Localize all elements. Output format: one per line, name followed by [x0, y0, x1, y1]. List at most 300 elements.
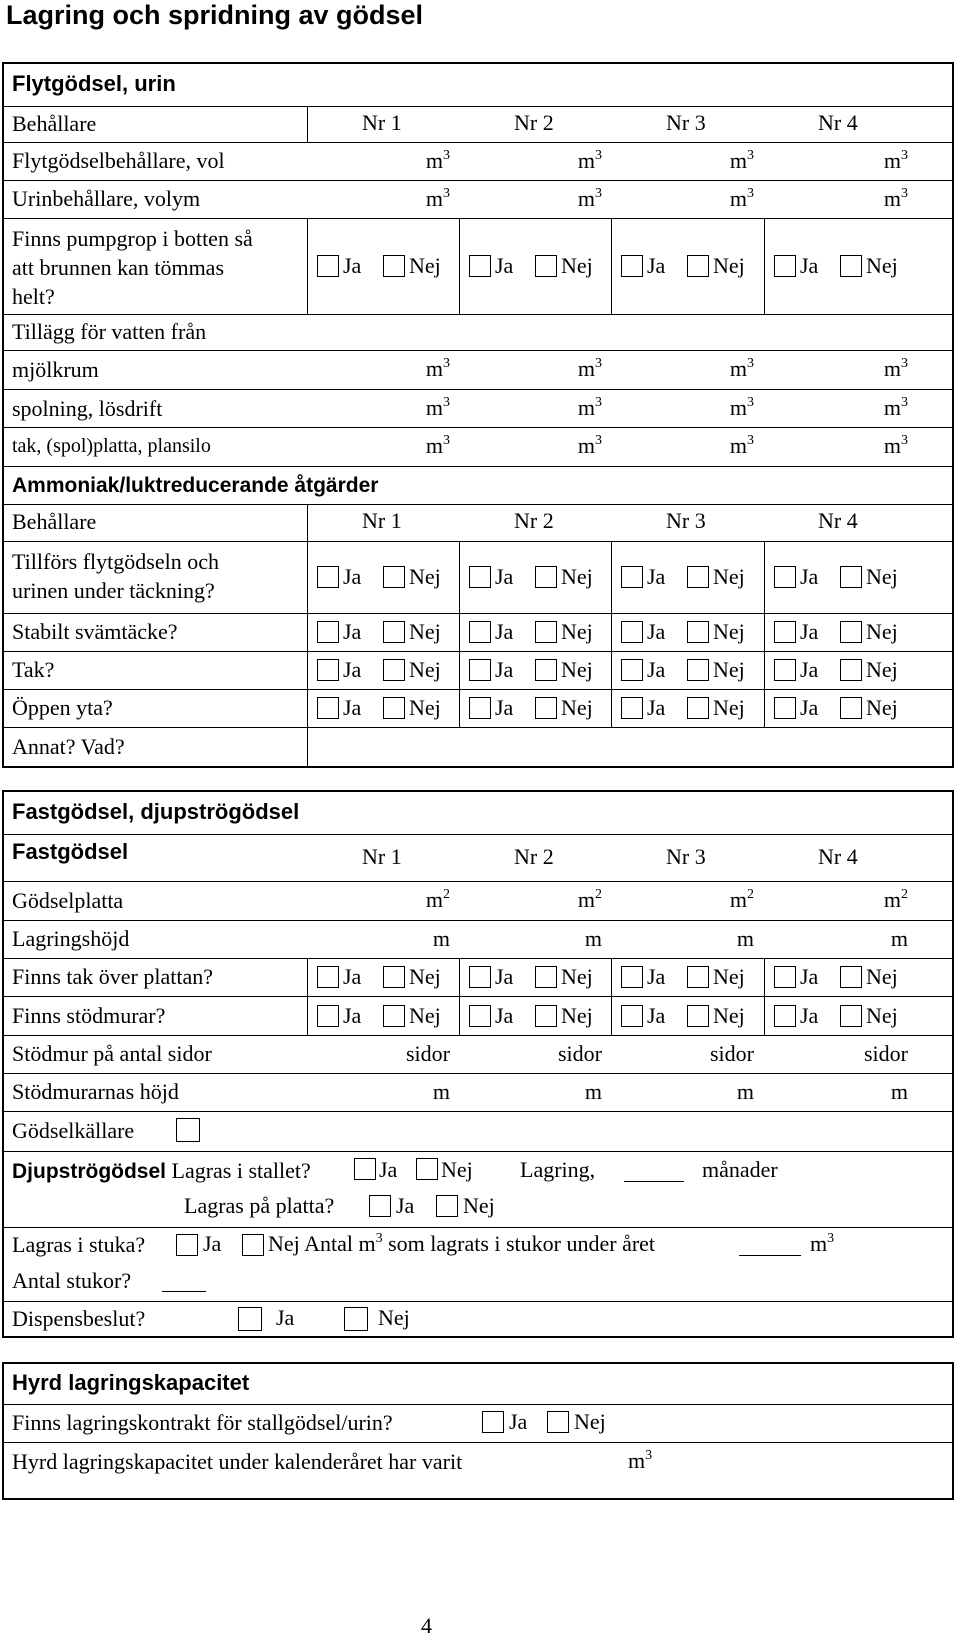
ja-checkbox-2[interactable]: [469, 1005, 491, 1027]
page-title: Lagring och spridning av gödsel: [6, 0, 424, 30]
nej-checkbox-1[interactable]: [383, 566, 405, 588]
unit-m3-1: [426, 395, 450, 421]
unit-m2-1: [426, 887, 450, 913]
pa-platta-nej-checkbox[interactable]: [436, 1195, 458, 1217]
hyrd-section: [2, 1362, 954, 1500]
kontrakt-row: [4, 1404, 952, 1443]
nej-checkbox-3[interactable]: [687, 1005, 709, 1027]
pa-platta-ja-checkbox[interactable]: [369, 1195, 391, 1217]
tak-platta-row: [4, 427, 952, 467]
unit-m3-3: [730, 148, 754, 174]
antal-m3-unit: $m^3$: [810, 1231, 835, 1256]
nej-text-1: Nej: [409, 695, 441, 720]
kontrakt-label: Finns lagringskontrakt för stallgödsel/urin?: [12, 1410, 393, 1435]
nej-text-4: Nej: [866, 564, 898, 589]
godselplatta-label: Gödselplatta: [12, 888, 124, 913]
unit-text: m: [736, 1079, 754, 1104]
unit-exponent: 3: [443, 356, 450, 371]
ja-text-3: Ja: [647, 657, 666, 682]
unit-m3-2: [578, 186, 602, 212]
unit-sidor-1: [406, 1041, 450, 1067]
djupstro-line-1: [12, 1157, 311, 1186]
nr-header-2: Nr 2: [514, 844, 554, 869]
column-divider: [307, 218, 308, 314]
pumpgrop-label: Finns pumpgrop i botten så att brunnen kan tömmas helt?: [12, 226, 253, 309]
stuka-label: Lagras i stuka?: [12, 1232, 146, 1257]
nej-text-3: Nej: [713, 695, 745, 720]
unit-m3-3: [730, 356, 754, 382]
unit-exponent: 3: [595, 148, 602, 163]
nej-checkbox-4[interactable]: [840, 566, 862, 588]
unit-exponent: 3: [901, 148, 908, 163]
behallare-label-2: Behållare: [12, 509, 97, 534]
nej-text-3: Nej: [713, 1003, 745, 1028]
nej-text-2: Nej: [561, 964, 593, 989]
annat-label: Annat? Vad?: [12, 734, 125, 759]
fast-header-row: [4, 834, 952, 882]
unit-exponent: 3: [595, 356, 602, 371]
nej-checkbox-1[interactable]: [383, 966, 405, 988]
ja-text-1: Ja: [343, 657, 362, 682]
column-divider: [611, 218, 612, 314]
kapacitet-unit: $m^3$: [628, 1448, 653, 1473]
unit-text: m: [577, 887, 595, 912]
nej-checkbox-2[interactable]: [535, 255, 557, 277]
nej-checkbox-1[interactable]: [383, 255, 405, 277]
unit-m2-2: [578, 887, 602, 913]
ja-checkbox-3[interactable]: [621, 697, 643, 719]
ja-text-3: Ja: [647, 564, 666, 589]
column-divider: [611, 996, 612, 1035]
ja-checkbox-3[interactable]: [621, 966, 643, 988]
nej-checkbox-3[interactable]: [687, 566, 709, 588]
ja-checkbox-4[interactable]: [774, 566, 796, 588]
column-divider: [764, 651, 765, 689]
ja-checkbox-2[interactable]: [469, 621, 491, 643]
ammoniak-title: Ammoniak/luktreducerande åtgärder: [12, 474, 379, 497]
unit-m-1: [433, 1079, 450, 1105]
ja-checkbox-4[interactable]: [774, 966, 796, 988]
dispens-row: [4, 1301, 952, 1336]
nej-text-4: Nej: [866, 657, 898, 682]
unit-exponent: 3: [901, 356, 908, 371]
unit-text: m: [883, 395, 901, 420]
ja-text-3: Ja: [647, 964, 666, 989]
column-divider: [611, 958, 612, 996]
unit-exponent: 3: [747, 395, 754, 410]
hyrd-title-row: [4, 1364, 952, 1405]
unit-text: m: [432, 926, 450, 951]
nej-checkbox-2[interactable]: [535, 566, 557, 588]
nej-checkbox-1[interactable]: [383, 697, 405, 719]
nej-text-4: Nej: [866, 695, 898, 720]
ja-text-2: Ja: [495, 253, 514, 278]
unit-text: m: [425, 887, 443, 912]
unit-exponent: 3: [901, 433, 908, 448]
nej-text-1: Nej: [409, 657, 441, 682]
manader-label: månader: [702, 1157, 778, 1182]
column-divider: [459, 996, 460, 1035]
unit-exponent: 3: [443, 395, 450, 410]
unit-text: sidor: [710, 1041, 754, 1066]
unit-m3-4: [884, 395, 908, 421]
unit-text: m: [577, 433, 595, 458]
ja-checkbox-1[interactable]: [317, 1005, 339, 1027]
nej-text-4: Nej: [866, 619, 898, 644]
ja-checkbox-1[interactable]: [317, 697, 339, 719]
ja-text-3: Ja: [647, 695, 666, 720]
unit-exponent: 3: [595, 186, 602, 201]
unit-text: m: [577, 186, 595, 211]
stod-hojd-row: [4, 1073, 952, 1112]
unit-exponent: 3: [443, 433, 450, 448]
column-divider: [459, 689, 460, 727]
godselkallare-label: Gödselkällare: [12, 1118, 135, 1143]
ja-text-2: Ja: [495, 695, 514, 720]
pa-platta-label: Lagras på platta?: [184, 1193, 335, 1218]
annat-row: [4, 727, 952, 766]
column-divider: [459, 958, 460, 996]
nej-text-2: Nej: [561, 695, 593, 720]
column-divider: [764, 958, 765, 996]
kontrakt-ja-text: Ja: [509, 1409, 528, 1434]
nej-checkbox-3[interactable]: [687, 697, 709, 719]
nej-text-3: Nej: [713, 619, 745, 644]
oppen-yta-row: [4, 689, 952, 728]
ja-checkbox-4[interactable]: [774, 621, 796, 643]
ja-text-3: Ja: [647, 619, 666, 644]
unit-text: m: [425, 148, 443, 173]
nr-header-4: Nr 4: [818, 110, 858, 135]
unit-text: m: [883, 356, 901, 381]
djupstro-bold: Djupströgödsel: [12, 1160, 167, 1183]
column-divider: [764, 689, 765, 727]
unit-m3-4: [884, 356, 908, 382]
unit-exponent: 3: [443, 186, 450, 201]
ja-checkbox-3[interactable]: [621, 621, 643, 643]
unit-text: m: [425, 356, 443, 381]
unit-exponent: 3: [443, 148, 450, 163]
unit-m-2: [585, 926, 602, 952]
unit-m3-3: [730, 186, 754, 212]
column-divider: [307, 689, 308, 727]
nej-text-4: Nej: [866, 964, 898, 989]
oppen-yta-label: Öppen yta?: [12, 695, 113, 720]
ja-checkbox-1[interactable]: [317, 966, 339, 988]
unit-text: m: [584, 1079, 602, 1104]
nej-checkbox-2[interactable]: [535, 697, 557, 719]
ja-text-4: Ja: [800, 695, 819, 720]
unit-text: m: [890, 926, 908, 951]
stodmurar-label: Finns stödmurar?: [12, 1003, 166, 1028]
unit-text: m: [425, 186, 443, 211]
column-divider: [764, 218, 765, 314]
kapacitet-label: Hyrd lagringskapacitet under kalenderåret har varit: [12, 1449, 463, 1474]
ja-checkbox-2[interactable]: [469, 255, 491, 277]
column-divider: [459, 613, 460, 651]
unit-exponent: 3: [747, 356, 754, 371]
stuka-ja-text: Ja: [203, 1231, 222, 1256]
column-divider: [459, 651, 460, 689]
i-stallet-nej-checkbox[interactable]: [416, 1158, 438, 1180]
unit-text: m: [729, 433, 747, 458]
nej-text-1: Nej: [409, 253, 441, 278]
tillagg-label: Tillägg för vatten från: [12, 319, 207, 344]
nej-text-2: Nej: [561, 564, 593, 589]
unit-sidor-4: [864, 1041, 908, 1067]
nr-header-1: Nr 1: [362, 844, 402, 869]
ja-text-4: Ja: [800, 1003, 819, 1028]
nr-header-2: Nr 2: [514, 110, 554, 135]
nej-checkbox-4[interactable]: [840, 697, 862, 719]
fast-tak-row: [4, 958, 952, 997]
unit-text: m: [883, 887, 901, 912]
dispens-ja-checkbox[interactable]: [238, 1307, 262, 1331]
column-divider: [764, 996, 765, 1035]
ja-checkbox-1[interactable]: [317, 621, 339, 643]
kontrakt-nej-text: Nej: [574, 1409, 606, 1434]
lagringshojd-row: [4, 920, 952, 959]
kontrakt-ja-checkbox[interactable]: [482, 1411, 504, 1433]
flyt-vol-label: Flytgödselbehållare, vol: [12, 148, 225, 173]
nej-text-1: Nej: [409, 564, 441, 589]
unit-m3-1: [426, 433, 450, 459]
ja-checkbox-1[interactable]: [317, 659, 339, 681]
unit-m3-4: [884, 186, 908, 212]
unit-text: m: [425, 395, 443, 420]
stodmurar-row: [4, 996, 952, 1036]
ja-text-1: Ja: [343, 695, 362, 720]
flyt-vol-row: [4, 142, 952, 181]
spolning-label: spolning, lösdrift: [12, 396, 163, 421]
svamtacke-label: Stabilt svämtäcke?: [12, 619, 178, 644]
unit-m3-2: [578, 395, 602, 421]
lagring-label: Lagring,: [520, 1157, 596, 1182]
column-divider: [611, 651, 612, 689]
unit-text: m: [577, 356, 595, 381]
unit-text: m: [577, 148, 595, 173]
nej-checkbox-3[interactable]: [687, 255, 709, 277]
column-divider: [611, 613, 612, 651]
i-stallet-ja-checkbox[interactable]: [354, 1158, 376, 1180]
nej-checkbox-4[interactable]: [840, 966, 862, 988]
nej-text-3: Nej: [713, 253, 745, 278]
ja-text-4: Ja: [800, 964, 819, 989]
dispens-nej-text: Nej: [378, 1305, 410, 1330]
ja-text-1: Ja: [343, 619, 362, 644]
ammoniak-title-row: [4, 466, 952, 505]
dispens-ja-text: Ja: [276, 1305, 295, 1330]
column-divider: [459, 541, 460, 613]
ja-checkbox-1[interactable]: [317, 566, 339, 588]
lagring-manader-input[interactable]: [624, 1181, 684, 1182]
nr-header-3: Nr 3: [666, 110, 706, 135]
nej-checkbox-2[interactable]: [535, 1005, 557, 1027]
ja-checkbox-3[interactable]: [621, 659, 643, 681]
nej-checkbox-3[interactable]: [687, 966, 709, 988]
unit-text: m: [425, 433, 443, 458]
nej-text-3: Nej: [713, 564, 745, 589]
unit-m3-1: [426, 356, 450, 382]
nej-checkbox-4[interactable]: [840, 659, 862, 681]
fast-section-title: Fastgödsel, djupströgödsel: [12, 799, 300, 824]
unit-m2-3: [730, 887, 754, 913]
ja-checkbox-2[interactable]: [469, 697, 491, 719]
nej-checkbox-2[interactable]: [535, 659, 557, 681]
godselkallare-row: [4, 1111, 952, 1152]
unit-text: m: [729, 186, 747, 211]
dispens-nej-checkbox[interactable]: [344, 1307, 368, 1331]
ja-text-2: Ja: [495, 657, 514, 682]
antal-stukor-label: Antal stukor?: [12, 1268, 132, 1293]
unit-text: m: [890, 1079, 908, 1104]
ja-checkbox-2[interactable]: [469, 659, 491, 681]
nej-text-2: Nej: [561, 1003, 593, 1028]
fast-tak-label: Finns tak över plattan?: [12, 964, 214, 989]
nej-checkbox-1[interactable]: [383, 659, 405, 681]
column-divider: [611, 689, 612, 727]
ja-checkbox-3[interactable]: [621, 255, 643, 277]
antal-stukor-input[interactable]: [162, 1291, 206, 1292]
nej-checkbox-4[interactable]: [840, 621, 862, 643]
unit-text: m: [432, 1079, 450, 1104]
dispens-label: Dispensbeslut?: [12, 1306, 146, 1331]
ja-checkbox-4[interactable]: [774, 255, 796, 277]
tak-q-label: Tak?: [12, 657, 55, 682]
kapacitet-row: [4, 1442, 952, 1498]
pa-platta-nej-text: Nej: [463, 1193, 495, 1218]
unit-m3-2: [578, 356, 602, 382]
nej-checkbox-1[interactable]: [383, 621, 405, 643]
unit-m3-1: [426, 148, 450, 174]
antal-sidor-row: [4, 1035, 952, 1074]
nej-checkbox-3[interactable]: [687, 659, 709, 681]
unit-text: m: [883, 148, 901, 173]
stod-hojd-label: Stödmurarnas höjd: [12, 1079, 179, 1104]
urin-vol-row: [4, 180, 952, 219]
unit-exponent: 2: [747, 887, 754, 902]
nej-checkbox-1[interactable]: [383, 1005, 405, 1027]
tak-q-row: [4, 651, 952, 690]
ja-checkbox-3[interactable]: [621, 1005, 643, 1027]
spolning-row: [4, 389, 952, 428]
unit-text: m: [883, 433, 901, 458]
ja-text-3: Ja: [647, 1003, 666, 1028]
ja-text-4: Ja: [800, 253, 819, 278]
ja-checkbox-3[interactable]: [621, 566, 643, 588]
unit-exponent: 2: [443, 887, 450, 902]
unit-m3-2: [578, 148, 602, 174]
antal-sidor-label: Stödmur på antal sidor: [12, 1041, 212, 1066]
tillfors-row: [4, 541, 952, 614]
unit-m3-3: [730, 395, 754, 421]
pumpgrop-row: [4, 218, 952, 315]
mjolkrum-row: [4, 350, 952, 390]
fast-sub-title: Fastgödsel: [12, 839, 129, 864]
ja-text-4: Ja: [800, 657, 819, 682]
unit-text: sidor: [558, 1041, 602, 1066]
nej-text-4: Nej: [866, 1003, 898, 1028]
ja-checkbox-2[interactable]: [469, 966, 491, 988]
unit-text: sidor: [864, 1041, 908, 1066]
nej-checkbox-2[interactable]: [535, 621, 557, 643]
i-stallet-nej-text: Nej: [441, 1157, 473, 1182]
column-divider: [764, 541, 765, 613]
nej-checkbox-3[interactable]: [687, 621, 709, 643]
stuka-ja-checkbox[interactable]: [176, 1234, 198, 1256]
unit-text: m: [883, 186, 901, 211]
unit-text: m: [729, 395, 747, 420]
behallare-row: [4, 106, 952, 143]
nr-header-1: Nr 1: [362, 508, 402, 533]
flyt-title-row: [4, 64, 952, 107]
unit-m-4: [891, 1079, 908, 1105]
mjolkrum-label: mjölkrum: [12, 357, 99, 382]
behallare-label: Behållare: [12, 111, 97, 136]
pa-platta-ja-text: Ja: [396, 1193, 415, 1218]
flyt-section-title: Flytgödsel, urin: [12, 71, 176, 96]
unit-m-3: [737, 1079, 754, 1105]
unit-sidor-2: [558, 1041, 602, 1067]
ja-text-2: Ja: [495, 964, 514, 989]
svamtacke-row: [4, 613, 952, 652]
antal-m3-input[interactable]: [739, 1255, 801, 1256]
ja-text-2: Ja: [495, 619, 514, 644]
unit-text: m: [577, 395, 595, 420]
nej-checkbox-4[interactable]: [840, 1005, 862, 1027]
nej-text-3: Nej: [713, 657, 745, 682]
unit-text: m: [736, 926, 754, 951]
column-divider: [611, 541, 612, 613]
stuka-nej-checkbox[interactable]: [242, 1234, 264, 1256]
ja-text-1: Ja: [343, 964, 362, 989]
nej-checkbox-2[interactable]: [535, 966, 557, 988]
nej-checkbox-4[interactable]: [840, 255, 862, 277]
unit-text: m: [729, 887, 747, 912]
nej-text-2: Nej: [561, 253, 593, 278]
godselkallare-checkbox[interactable]: [176, 1118, 200, 1142]
ja-text-1: Ja: [343, 253, 362, 278]
column-divider: [307, 613, 308, 651]
column-divider: [764, 613, 765, 651]
kontrakt-nej-checkbox[interactable]: [547, 1411, 569, 1433]
unit-exponent: 3: [901, 186, 908, 201]
nej-text-2: Nej: [561, 657, 593, 682]
flytgodsel-section: [2, 62, 954, 768]
unit-text: m: [729, 356, 747, 381]
unit-m3-4: [884, 433, 908, 459]
ja-text-2: Ja: [495, 1003, 514, 1028]
ja-text-1: Ja: [343, 564, 362, 589]
unit-exponent: 3: [595, 433, 602, 448]
unit-exponent: 3: [747, 433, 754, 448]
column-divider: [307, 958, 308, 996]
ja-checkbox-4[interactable]: [774, 697, 796, 719]
ja-checkbox-2[interactable]: [469, 566, 491, 588]
ja-checkbox-4[interactable]: [774, 1005, 796, 1027]
fast-title-row: [4, 792, 952, 835]
unit-exponent: 3: [901, 395, 908, 410]
unit-m-2: [585, 1079, 602, 1105]
column-divider: [307, 651, 308, 689]
ja-checkbox-4[interactable]: [774, 659, 796, 681]
tillfors-label: Tillförs flytgödseln och urinen under täckning?: [12, 549, 219, 603]
ja-checkbox-1[interactable]: [317, 255, 339, 277]
nej-text-1: Nej: [409, 1003, 441, 1028]
unit-exponent: 2: [595, 887, 602, 902]
ja-text-3: Ja: [647, 253, 666, 278]
i-stallet-label: Lagras i stallet?: [171, 1158, 311, 1183]
